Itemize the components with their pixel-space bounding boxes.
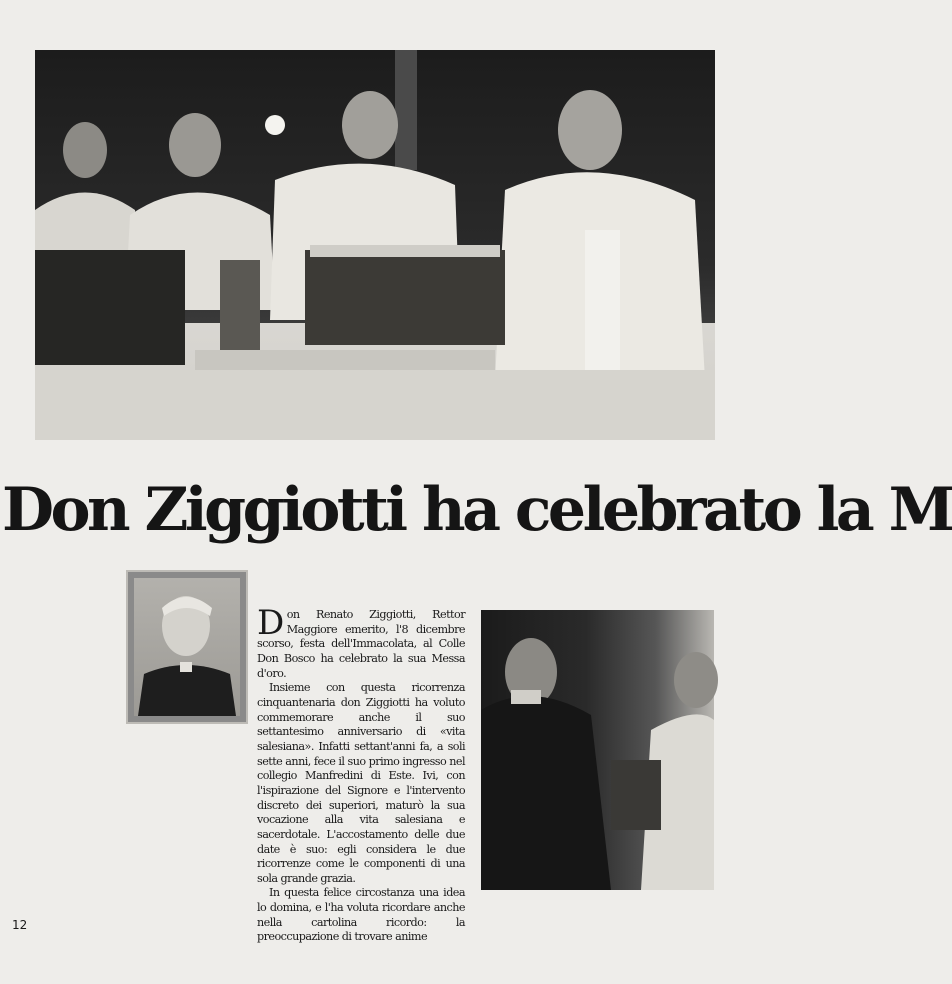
page-number: 12 xyxy=(12,918,28,932)
article-paragraph: Don Renato Ziggiotti, Rettor Maggiore emerito, l'8 dicembre scorso, festa dell'Immacolata, al Colle Don Bosco ha celebrato la sua Messa d'oro. xyxy=(257,603,465,680)
headline: Don Ziggiotti ha celebrato la M xyxy=(2,475,952,545)
article-body xyxy=(257,603,465,945)
portrait-image xyxy=(134,578,240,716)
article-paragraph: In questa felice circostanza una idea lo domina, e l'ha voluta ricordare anche nella cartolina ricordo: la preoccupazione di trovare anime xyxy=(257,886,465,944)
portrait-illustration xyxy=(134,578,240,716)
communion-photo xyxy=(481,610,714,890)
communion-illustration xyxy=(481,610,714,890)
article-paragraph: Insieme con questa ricorrenza cinquantenaria don Ziggiotti ha voluto commemorare anche il suo settantesimo anniversario di «vita salesiana». Infatti settant'anni fa, a soli sette anni, fece il suo primo ingresso nel collegio Manfredini di Este. Ivi, con l'ispirazione del Signore e l'intervento discreto dei superiori, maturò la sua vocazione alla vita salesiana e sacerdotale. L'accostamento delle due date è suo: egli considera le due ricorrenze come le componenti di una sola grande grazia. xyxy=(257,681,465,885)
portrait-photo xyxy=(126,570,248,724)
drop-cap: D xyxy=(257,603,284,643)
altar-mass-photo xyxy=(35,50,715,440)
altar-scene-illustration xyxy=(35,50,715,440)
